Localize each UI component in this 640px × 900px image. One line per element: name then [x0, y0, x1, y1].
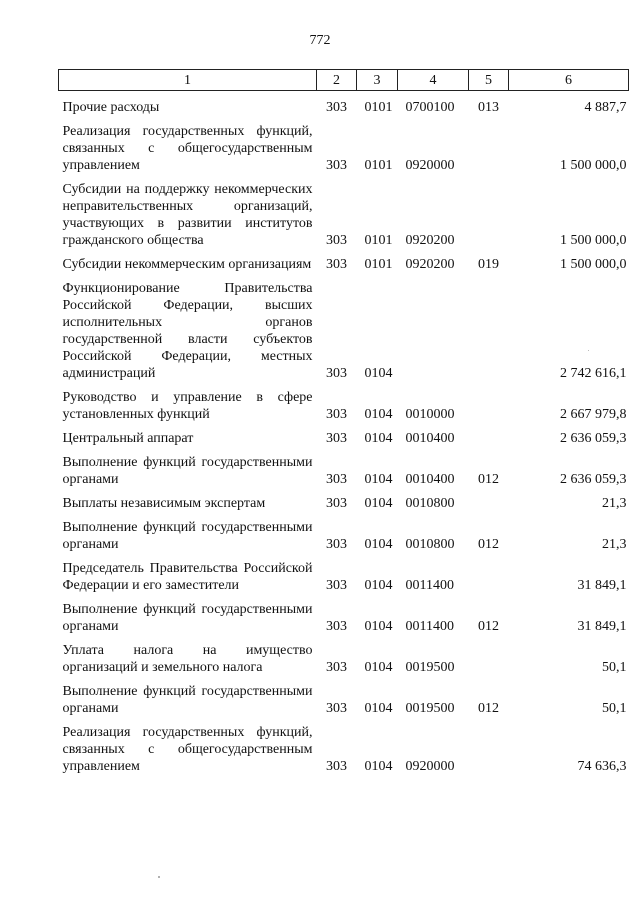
row-code-5: 012 — [478, 472, 499, 487]
row-name: Выполнение функций государственными органами — [62, 455, 313, 487]
row-code-4: 0011400 — [405, 619, 454, 634]
row-code-3: 0104 — [364, 407, 393, 422]
table-row — [59, 553, 629, 594]
row-code-4: 0010800 — [405, 496, 455, 511]
column-header-5: 5 — [469, 70, 509, 91]
row-code-2: 303 — [326, 619, 347, 634]
row-amount: 2 742 616,1 — [560, 366, 627, 381]
row-code-5 — [469, 717, 509, 775]
row-amount: 31 849,1 — [577, 578, 627, 593]
row-amount: 2 636 059,3 — [560, 431, 627, 446]
row-code-2: 303 — [326, 472, 347, 487]
row-code-5 — [469, 382, 509, 423]
row-code-2: 303 — [326, 407, 347, 422]
row-amount: 21,3 — [602, 496, 627, 511]
column-header-4: 4 — [398, 70, 469, 91]
row-code-2: 303 — [326, 660, 347, 675]
row-code-4: 0920200 — [405, 233, 455, 248]
row-amount: 1 500 000,0 — [560, 233, 627, 248]
row-code-2: 303 — [326, 537, 347, 552]
row-name: Реализация государственных функций, связанных с общегосударственным управлением — [62, 725, 313, 774]
table-row — [59, 116, 629, 174]
row-code-4: 0010400 — [405, 431, 455, 446]
table-row — [59, 273, 629, 382]
column-header-1: 1 — [59, 70, 317, 91]
row-name: Руководство и управление в сфере установленных функций — [62, 390, 313, 422]
row-amount: 50,1 — [602, 660, 627, 675]
table-row — [59, 488, 629, 512]
table-row — [59, 676, 629, 717]
row-code-3: 0104 — [364, 701, 393, 716]
table-row — [59, 717, 629, 775]
row-amount: 2 667 979,8 — [560, 407, 627, 422]
row-code-5: 012 — [478, 701, 499, 716]
row-name: Выполнение функций государственными органами — [62, 520, 313, 552]
table-row — [59, 423, 629, 447]
row-amount: 50,1 — [602, 701, 627, 716]
table-row — [59, 635, 629, 676]
row-code-3: 0104 — [364, 619, 393, 634]
column-header-2: 2 — [317, 70, 357, 91]
row-code-4: 0920200 — [405, 257, 455, 272]
row-name: Председатель Правительства Российской Федерации и его заместители — [62, 561, 313, 593]
row-code-4: 0010800 — [405, 537, 455, 552]
row-code-3: 0101 — [364, 257, 393, 272]
row-code-2: 303 — [326, 578, 347, 593]
row-code-3: 0104 — [364, 578, 393, 593]
row-code-3: 0101 — [364, 233, 393, 248]
column-header-6: 6 — [509, 70, 629, 91]
row-code-3: 0104 — [364, 472, 393, 487]
row-code-4: 0010400 — [405, 472, 455, 487]
row-amount: 2 636 059,3 — [560, 472, 627, 487]
row-code-4: 0010000 — [405, 407, 455, 422]
table-row — [59, 91, 629, 117]
row-code-4: 0019500 — [405, 701, 455, 716]
row-amount: 74 636,3 — [577, 759, 627, 774]
row-code-4: 0700100 — [405, 100, 455, 115]
row-amount: 1 500 000,0 — [560, 257, 627, 272]
row-code-4: 0011400 — [405, 578, 454, 593]
row-code-2: 303 — [326, 496, 347, 511]
row-code-3: 0101 — [364, 100, 393, 115]
row-name: Выполнение функций государственными органами — [62, 684, 313, 716]
row-code-3: 0104 — [364, 660, 393, 675]
row-amount: 1 500 000,0 — [560, 158, 627, 173]
row-code-5 — [469, 174, 509, 249]
row-code-4: 0920000 — [405, 158, 455, 173]
row-amount: 4 887,7 — [584, 100, 627, 115]
scan-speck — [588, 350, 589, 351]
row-name: Субсидии некоммерческим организациям — [62, 257, 312, 272]
row-code-5: 012 — [478, 619, 499, 634]
row-code-3: 0104 — [364, 759, 393, 774]
row-code-5 — [469, 116, 509, 174]
row-code-2: 303 — [326, 233, 347, 248]
row-code-3: 0104 — [364, 496, 393, 511]
row-name: Прочие расходы — [62, 100, 160, 115]
row-name: Выплаты независимым экспертам — [62, 496, 266, 511]
column-header-3: 3 — [357, 70, 398, 91]
row-code-2: 303 — [326, 759, 347, 774]
row-code-2: 303 — [326, 100, 347, 115]
row-name: Центральный аппарат — [62, 431, 194, 446]
row-name: Выполнение функций государственными органами — [62, 602, 313, 634]
row-code-5: 019 — [478, 257, 499, 272]
row-name: Реализация государственных функций, связанных с общегосударственным управлением — [62, 124, 313, 173]
table-row — [59, 382, 629, 423]
row-code-4 — [398, 273, 469, 382]
row-code-2: 303 — [326, 366, 347, 381]
table-row — [59, 447, 629, 488]
row-code-4: 0920000 — [405, 759, 455, 774]
row-code-2: 303 — [326, 158, 347, 173]
page-number: 772 — [309, 33, 331, 48]
row-code-5 — [469, 273, 509, 382]
table-row — [59, 512, 629, 553]
row-code-3: 0104 — [364, 537, 393, 552]
row-code-5 — [469, 488, 509, 512]
row-name: Функционирование Правительства Российской Федерации, высших исполнительных органов государственной власти субъектов Российской Федерации, местных администраций — [62, 281, 313, 381]
table-body — [59, 91, 629, 776]
table-row — [59, 594, 629, 635]
table-header — [59, 70, 629, 91]
row-amount: 31 849,1 — [577, 619, 627, 634]
row-code-2: 303 — [326, 701, 347, 716]
row-code-3: 0101 — [364, 158, 393, 173]
row-code-5: 013 — [478, 100, 499, 115]
row-code-5 — [469, 635, 509, 676]
row-code-5 — [469, 553, 509, 594]
row-name: Субсидии на поддержку некоммерческих неправительственных организаций, участвующих в развитии институтов гражданского общества — [62, 182, 313, 248]
row-code-4: 0019500 — [405, 660, 455, 675]
row-code-5 — [469, 423, 509, 447]
row-code-3: 0104 — [364, 431, 393, 446]
row-amount: 21,3 — [602, 537, 627, 552]
budget-table — [58, 69, 629, 775]
row-code-5: 012 — [478, 537, 499, 552]
scan-speck — [158, 876, 160, 878]
row-code-3: 0104 — [364, 366, 393, 381]
row-code-2: 303 — [326, 431, 347, 446]
row-code-2: 303 — [326, 257, 347, 272]
table-row — [59, 174, 629, 249]
row-name: Уплата налога на имущество организаций и земельного налога — [62, 643, 313, 675]
table-row — [59, 249, 629, 273]
